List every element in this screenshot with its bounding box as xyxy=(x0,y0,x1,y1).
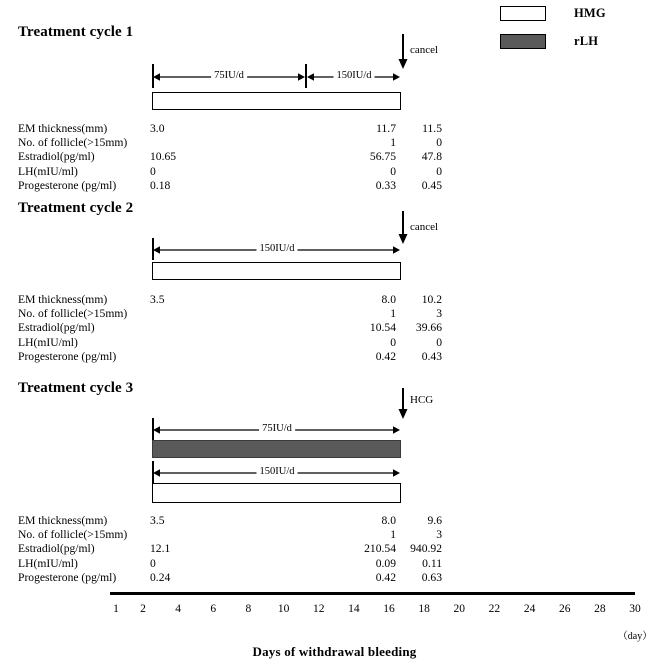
row-label: No. of follicle(>15mm) xyxy=(18,136,128,150)
row-label: LH(mIU/ml) xyxy=(18,556,78,570)
day-tick-label: 20 xyxy=(453,603,466,615)
legend-label-hmg: HMG xyxy=(574,6,606,20)
cycle-1-hmg-bar xyxy=(152,92,401,110)
cycle-3-dose-label-hmg: 150IU/d xyxy=(257,465,298,478)
cycle-1-dose-label-2: 150IU/d xyxy=(334,69,375,82)
row-label: No. of follicle(>15mm) xyxy=(18,528,128,542)
cycle-1-title: Treatment cycle 1 xyxy=(18,24,134,40)
cycle-3-event-marker xyxy=(398,388,434,420)
table-row: Progesterone (pg/ml) 0.18 0.33 0.45 xyxy=(18,178,442,192)
cycle-1-event-marker xyxy=(398,34,439,70)
table-row: LH(mIU/ml) 0 0.09 0.11 xyxy=(18,556,442,570)
day-tick-label: 18 xyxy=(418,603,430,615)
cycle-3-hmg-bar xyxy=(152,483,401,503)
cycle-1-data-table xyxy=(18,122,442,193)
row-value-start: 3.0 xyxy=(150,122,165,135)
legend-item-hmg xyxy=(500,6,660,21)
cycle-3-title: Treatment cycle 3 xyxy=(18,380,134,396)
row-label: Progesterone (pg/ml) xyxy=(18,349,117,363)
table-row: Estradiol(pg/ml) 10.65 56.75 47.8 xyxy=(18,150,442,164)
cycle-1-bar-left-cap xyxy=(152,64,154,88)
cycle-2-dose-label-1: 150IU/d xyxy=(257,242,298,255)
day-unit-label: （day） xyxy=(617,631,653,642)
cycle-1-dose-segment-2 xyxy=(307,70,400,84)
table-row: LH(mIU/ml) 0 0 0 xyxy=(18,164,442,178)
row-label: Estradiol(pg/ml) xyxy=(18,542,95,556)
row-label: Estradiol(pg/ml) xyxy=(18,321,95,335)
row-value-start: 0 xyxy=(150,556,156,570)
table-row: EM thickness(mm) 3.5 8.0 10.2 xyxy=(18,293,442,306)
cycle-3-dose-segment-rlh xyxy=(153,423,400,437)
day-tick-label: 22 xyxy=(488,603,501,615)
row-label: EM thickness(mm) xyxy=(18,122,108,135)
row-value-start: 0.18 xyxy=(150,178,171,192)
white-rectangle-icon xyxy=(500,6,546,21)
table-row: No. of follicle(>15mm) 1 3 xyxy=(18,307,442,321)
row-value-start: 0.24 xyxy=(150,570,171,584)
table-row: Estradiol(pg/ml) 10.54 39.66 xyxy=(18,321,442,335)
row-label: LH(mIU/ml) xyxy=(18,164,78,178)
day-axis-line xyxy=(110,592,635,595)
day-tick-label: 14 xyxy=(348,603,360,615)
row-label: Estradiol(pg/ml) xyxy=(18,150,95,164)
cycle-2-data-table xyxy=(18,293,442,364)
row-value-start: 12.1 xyxy=(150,542,171,556)
row-label: LH(mIU/ml) xyxy=(18,335,78,349)
day-tick-label: 30 xyxy=(629,603,641,615)
cycle-3-event-label: HCG xyxy=(410,394,434,406)
cycle-2-event-label: cancel xyxy=(410,221,439,233)
cycle-3-dose-label-rlh: 75IU/d xyxy=(259,422,295,435)
row-label: EM thickness(mm) xyxy=(18,293,108,306)
day-tick-label: 12 xyxy=(312,603,325,615)
row-label: No. of follicle(>15mm) xyxy=(18,307,128,321)
down-arrow-icon xyxy=(398,34,410,70)
row-value-start: 10.65 xyxy=(150,150,177,164)
cycle-2-dose-segment-1 xyxy=(153,243,400,257)
cycle-1-event-label: cancel xyxy=(410,44,439,56)
table-row: No. of follicle(>15mm) 1 0 xyxy=(18,136,442,150)
legend-item-rlh xyxy=(500,34,660,49)
day-tick-label: 6 xyxy=(210,603,217,615)
day-tick-label: 24 xyxy=(523,603,536,615)
day-tick-label: 8 xyxy=(245,603,252,615)
day-tick-label: 10 xyxy=(277,603,290,615)
cycle-3-data-table xyxy=(18,514,442,585)
table-row: EM thickness(mm) 3.0 11.7 11.5 xyxy=(18,122,442,135)
row-label: EM thickness(mm) xyxy=(18,514,108,527)
row-label: Progesterone (pg/ml) xyxy=(18,570,117,584)
table-row: No. of follicle(>15mm) 1 3 xyxy=(18,528,442,542)
gray-rectangle-icon xyxy=(500,34,546,49)
cycle-2-title: Treatment cycle 2 xyxy=(18,200,134,216)
day-tick-label: 28 xyxy=(594,603,606,615)
cycle-2-event-marker xyxy=(398,211,439,245)
day-tick-label: 4 xyxy=(175,603,182,615)
row-value-start: 0 xyxy=(150,164,156,178)
table-row: EM thickness(mm) 3.5 8.0 9.6 xyxy=(18,514,442,527)
legend xyxy=(500,6,660,62)
day-tick-label: 1 xyxy=(113,603,119,615)
cycle-2-hmg-bar xyxy=(152,262,401,280)
cycle-1-segment-divider xyxy=(305,64,307,88)
axis-title: Days of withdrawal bleeding xyxy=(252,644,417,659)
table-row: Progesterone (pg/ml) 0.42 0.43 xyxy=(18,349,442,363)
cycle-3-rlh-bar xyxy=(152,440,401,458)
cycle-1-dose-segment-1 xyxy=(153,70,305,84)
cycle-3-dose-segment-hmg xyxy=(153,466,400,480)
row-value-start: 3.5 xyxy=(150,293,165,306)
table-row: LH(mIU/ml) 0 0 xyxy=(18,335,442,349)
down-arrow-icon xyxy=(398,211,410,245)
table-row: Estradiol(pg/ml) 12.1 210.54 940.92 xyxy=(18,542,442,556)
row-value-start: 3.5 xyxy=(150,514,165,527)
cycle-1-dose-label-1: 75IU/d xyxy=(211,69,247,82)
down-arrow-icon xyxy=(398,388,410,420)
row-label: Progesterone (pg/ml) xyxy=(18,178,117,192)
legend-label-rlh: rLH xyxy=(574,34,599,48)
day-tick-label: 2 xyxy=(140,603,146,615)
day-tick-label: 16 xyxy=(383,603,395,615)
day-tick-label: 26 xyxy=(558,603,571,615)
table-row: Progesterone (pg/ml) 0.24 0.42 0.63 xyxy=(18,570,442,584)
